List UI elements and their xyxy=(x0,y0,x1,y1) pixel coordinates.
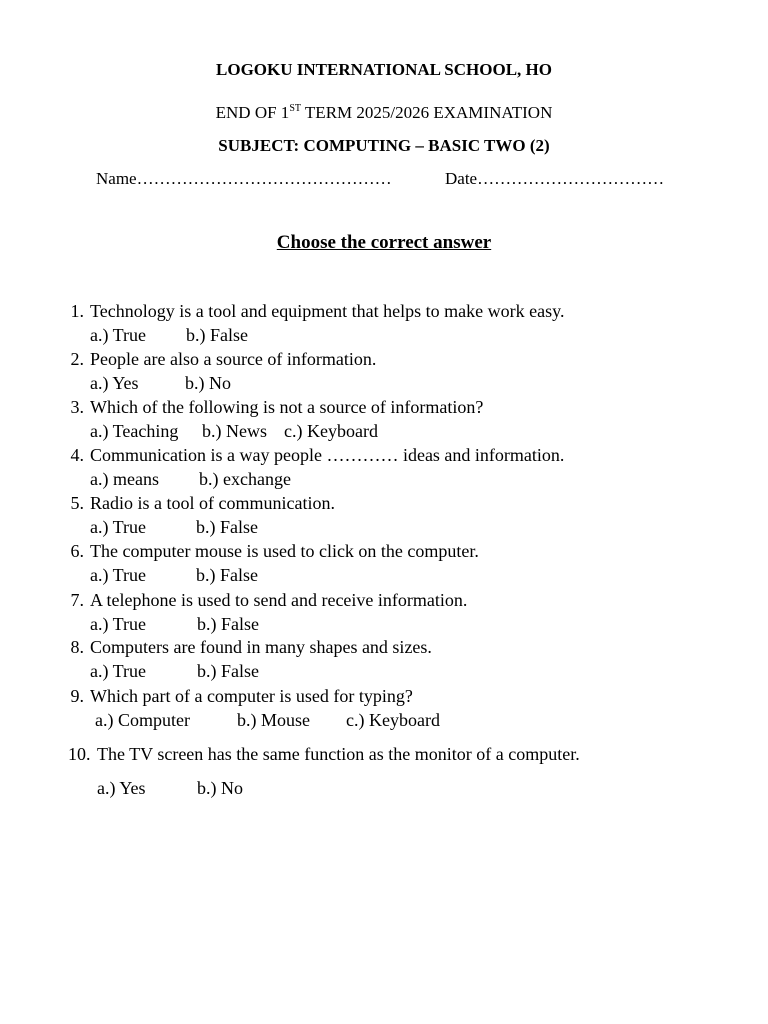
term-prefix: END OF 1 xyxy=(215,103,290,122)
option-b: b.) Mouse xyxy=(237,710,310,730)
option-a: a.) True xyxy=(90,614,147,634)
question-text: A telephone is used to send and receive information. xyxy=(90,590,468,610)
question-number: 4. xyxy=(70,445,84,465)
option-c: c.) Keyboard xyxy=(346,710,440,730)
option-a: a.) True xyxy=(90,325,147,345)
option-b: b.) News xyxy=(202,421,267,441)
option-a: a.) Yes xyxy=(90,373,139,393)
instruction-heading: Choose the correct answer xyxy=(276,232,492,253)
option-b: b.) False xyxy=(197,661,259,681)
option-c: c.) Keyboard xyxy=(284,421,378,441)
question-text: Computers are found in many shapes and sizes. xyxy=(90,637,432,657)
option-b: b.) False xyxy=(186,325,248,345)
question-number: 9. xyxy=(70,686,84,706)
name-line: Name……………………………………… xyxy=(96,169,392,188)
question-text: Which part of a computer is used for typing? xyxy=(90,686,413,706)
option-a: a.) True xyxy=(90,517,147,537)
question-text: Radio is a tool of communication. xyxy=(90,493,335,513)
option-b: b.) False xyxy=(196,565,258,585)
question-number: 5. xyxy=(70,493,84,513)
question-number: 1. xyxy=(70,301,84,321)
option-a: a.) Yes xyxy=(97,778,146,798)
question-number: 6. xyxy=(70,541,84,561)
question-text: Communication is a way people ………… ideas and information. xyxy=(90,445,565,465)
question-number: 10. xyxy=(68,744,91,764)
exam-subject: SUBJECT: COMPUTING – BASIC TWO (2) xyxy=(218,136,550,155)
option-b: b.) False xyxy=(197,614,259,634)
question-text: The TV screen has the same function as the monitor of a computer. xyxy=(97,744,580,764)
option-b: b.) No xyxy=(185,373,231,393)
question-text: Technology is a tool and equipment that helps to make work easy. xyxy=(90,301,565,321)
date-line: Date…………………………… xyxy=(445,169,665,188)
option-b: b.) No xyxy=(197,778,243,798)
option-b: b.) exchange xyxy=(199,469,291,489)
option-a: a.) means xyxy=(90,469,159,489)
question-text: The computer mouse is used to click on the computer. xyxy=(90,541,479,561)
question-number: 3. xyxy=(70,397,84,417)
school-name: LOGOKU INTERNATIONAL SCHOOL, HO xyxy=(216,60,552,79)
option-a: a.) Teaching xyxy=(90,421,179,441)
option-a: a.) True xyxy=(90,661,147,681)
question-number: 2. xyxy=(70,349,84,369)
term-superscript: ST xyxy=(289,103,301,114)
question-text: Which of the following is not a source of information? xyxy=(90,397,484,417)
option-a: a.) Computer xyxy=(95,710,190,730)
term-suffix: TERM 2025/2026 EXAMINATION xyxy=(300,103,553,122)
option-a: a.) True xyxy=(90,565,147,585)
question-number: 8. xyxy=(70,637,84,657)
exam-term xyxy=(0,103,768,123)
option-b: b.) False xyxy=(196,517,258,537)
question-text: People are also a source of information. xyxy=(90,349,377,369)
question-number: 7. xyxy=(70,590,84,610)
